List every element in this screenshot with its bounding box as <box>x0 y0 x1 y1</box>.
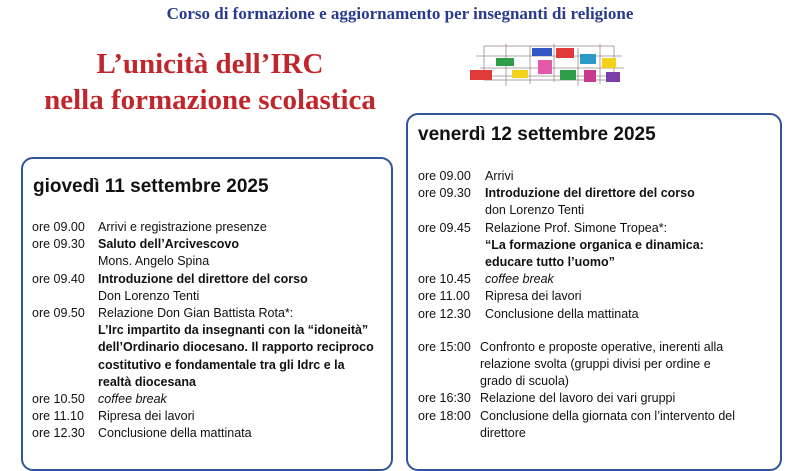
row-text: coffee break <box>98 392 167 407</box>
row-time <box>32 374 98 391</box>
schedule-row <box>32 425 387 442</box>
day1-title: giovedì 11 settembre 2025 <box>33 176 269 197</box>
row-text: Ripresa dei lavori <box>98 409 195 424</box>
row-time: ore 11.00 <box>418 289 470 304</box>
schedule-row <box>418 356 774 373</box>
schedule-row <box>418 254 774 271</box>
row-text: grado di scuola) <box>480 374 569 389</box>
row-time <box>32 339 98 356</box>
row-time: ore 11.10 <box>32 409 84 424</box>
row-time <box>32 288 98 305</box>
schedule-row <box>418 306 774 323</box>
row-text: L’Irc impartito da insegnanti con la “idoneità” <box>98 323 369 338</box>
row-text: Conclusione della giornata con l’intervento del <box>480 408 736 423</box>
day1-schedule <box>32 219 387 443</box>
row-text: Conclusione della mattinata <box>98 426 252 441</box>
row-time: ore 09.00 <box>418 169 471 183</box>
row-time: ore 18:00 <box>418 408 471 423</box>
row-time <box>32 357 98 374</box>
row-text: Arrivi e registrazione presenze <box>98 220 267 234</box>
row-time: ore 12.30 <box>418 306 471 321</box>
row-text: relazione svolta (gruppi divisi per ordine e <box>480 357 711 372</box>
row-time: ore 10.45 <box>418 272 471 287</box>
row-text: Relazione del lavoro dei vari gruppi <box>480 391 676 406</box>
row-time: ore 09.45 <box>418 220 471 235</box>
row-text: Arrivi <box>485 169 514 183</box>
schedule-row <box>418 390 774 407</box>
day2-title: venerdì 12 settembre 2025 <box>418 124 656 145</box>
row-time: ore 12.30 <box>32 426 85 441</box>
row-text: realtà diocesana <box>98 374 196 389</box>
schedule-row <box>418 185 774 202</box>
row-time <box>418 356 480 373</box>
schedule-row <box>418 288 774 305</box>
row-text: Saluto dell’Arcivescovo <box>98 237 240 252</box>
row-text: don Lorenzo Tenti <box>485 203 585 218</box>
row-time: ore 16:30 <box>418 391 471 406</box>
row-time <box>418 373 480 390</box>
row-time <box>418 254 485 271</box>
row-text: Ripresa dei lavori <box>485 289 582 304</box>
schedule-row <box>418 271 774 288</box>
event-title-line-2: nella formazione scolastica <box>44 84 376 116</box>
row-text: educare tutto l’uomo” <box>485 255 615 270</box>
row-text: Introduzione del direttore del corso <box>485 186 695 201</box>
schedule-row <box>418 237 774 254</box>
row-text: Relazione Don Gian Battista Rota*: <box>98 306 294 321</box>
schedule-row <box>32 374 387 391</box>
row-time: ore 10.50 <box>32 392 85 407</box>
row-time <box>32 253 98 270</box>
schedule-row <box>32 391 387 408</box>
row-time: ore 09.30 <box>418 186 471 201</box>
schedule-row <box>418 202 774 219</box>
schedule-row <box>418 373 774 390</box>
schedule-row <box>32 219 387 236</box>
row-time <box>32 322 98 339</box>
schedule-row <box>32 408 387 425</box>
schedule-row <box>32 357 387 374</box>
schedule-row <box>418 220 774 237</box>
row-time <box>418 237 485 254</box>
row-time: ore 09.40 <box>32 271 85 286</box>
row-text: Don Lorenzo Tenti <box>98 288 200 303</box>
row-text: Confronto e proposte operative, inerenti alla <box>480 339 724 354</box>
schedule-row <box>32 271 387 288</box>
schedule-row <box>418 425 774 442</box>
schedule-row <box>32 288 387 305</box>
course-logo <box>466 44 624 86</box>
row-time <box>418 425 480 442</box>
row-time: ore 09.50 <box>32 306 85 321</box>
schedule-row <box>32 322 387 339</box>
row-time: ore 09.00 <box>32 220 85 234</box>
schedule-row <box>418 408 774 425</box>
row-text: coffee break <box>485 272 554 287</box>
spacer <box>418 323 774 339</box>
schedule-row <box>32 339 387 356</box>
row-time <box>418 202 485 219</box>
course-heading: Corso di formazione e aggiornamento per insegnanti di religione <box>166 4 634 23</box>
schedule-row <box>418 339 774 356</box>
row-text: Introduzione del direttore del corso <box>98 271 308 286</box>
schedule-row <box>32 305 387 322</box>
event-title-line-1: L’unicità dell’IRC <box>96 48 324 80</box>
schedule-row <box>418 168 774 185</box>
row-text: “La formazione organica e dinamica: <box>485 237 704 252</box>
row-time: ore 09.30 <box>32 237 85 252</box>
row-text: Mons. Angelo Spina <box>98 254 210 269</box>
row-text: costitutivo e fondamentale tra gli Idrc e la <box>98 357 345 372</box>
row-text: Relazione Prof. Simone Tropea*: <box>485 220 668 235</box>
row-time: ore 15:00 <box>418 339 471 354</box>
schedule-row <box>32 253 387 270</box>
row-text: dell’Ordinario diocesano. Il rapporto reciproco <box>98 340 374 355</box>
row-text: direttore <box>480 425 526 440</box>
row-text: Conclusione della mattinata <box>485 306 639 321</box>
schedule-row <box>32 236 387 253</box>
day2-schedule <box>418 168 774 442</box>
